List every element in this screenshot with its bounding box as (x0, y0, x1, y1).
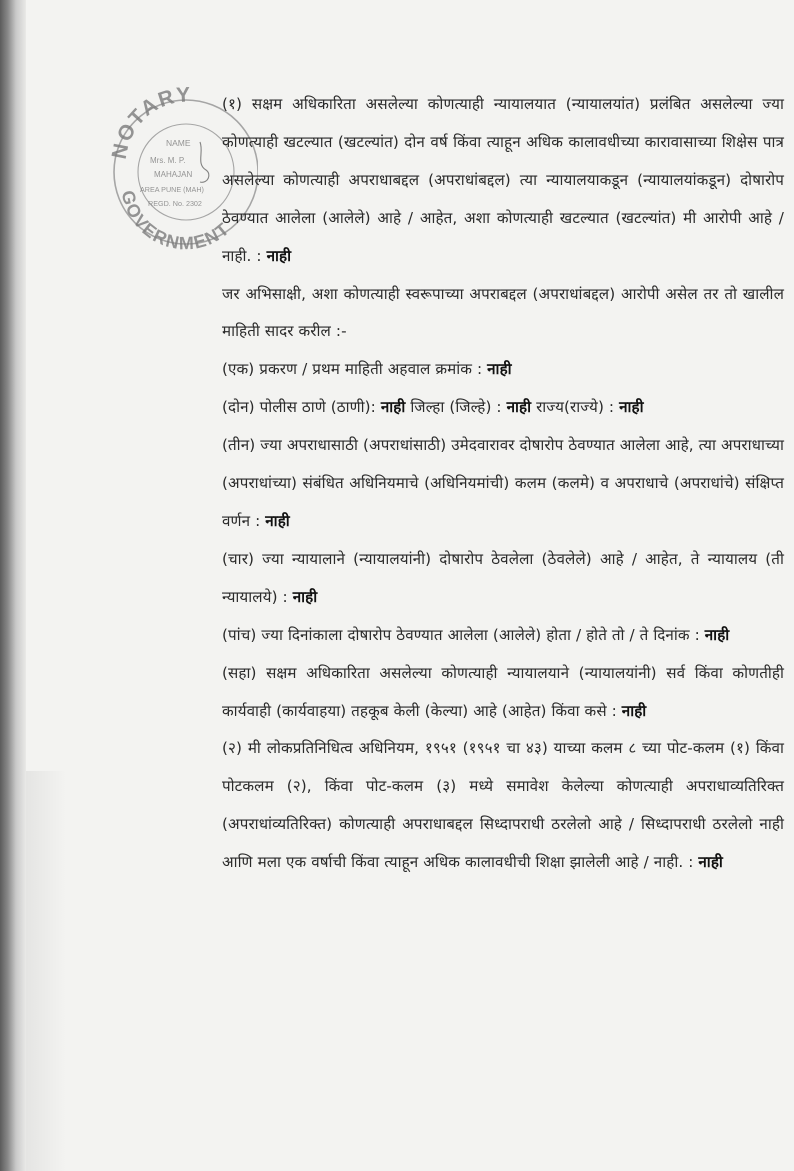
answer-don-police: नाही (380, 398, 406, 417)
scan-edge-shadow (0, 0, 26, 1171)
answer-ek: नाही (487, 360, 512, 379)
stamp-line-3: MAHAJAN (154, 170, 193, 179)
section-2: (२) मी लोकप्रतिनिधित्व अधिनियम, १९५१ (१९५१ चा ४३) याच्या कलम ८ च्या पोट-कलम (१) किंवा पोटकलम (२), किंवा पोट-कलम (३) मध्ये समावेश केलेल्या कोणत्याही अपराधाव्यतिरिक्त (अपराधांव्यतिरिक्त) कोणत्याही अपराधाबद्दल सिध्दापराधी ठरलेलो आहे / सिध्दापराधी ठरलेलो नाही आणि मला एक वर्षाची किंवा त्याहून अधिक कालावधीची शिक्षा झालेली आहे / नाही. : नाही (222, 739, 784, 872)
item-paach: (पांच) ज्या दिनांकाला दोषारोप ठेवण्यात आलेला (आलेले) होता / होते तो / ते दिनांक : नाही (222, 625, 730, 644)
answer-teen: नाही (265, 511, 290, 530)
stamp-bottom-text: GOVERNMENT (117, 188, 234, 254)
section-1-conditional: जर अभिसाक्षी, अशा कोणत्याही स्वरूपाच्या अपराबद्दल (अपराधांबद्दल) आरोपी असेल तर तो खालील माहिती सादर करील :- (222, 284, 784, 341)
answer-don-district: नाही (506, 398, 532, 417)
document-body (222, 86, 784, 882)
answer-saha: नाही (621, 701, 647, 720)
item-don: (दोन) पोलीस ठाणे (ठाणी): नाही जिल्हा (जिल्हे) : नाही राज्य(राज्ये) : नाही (222, 398, 644, 417)
stamp-top-text: NOTARY (108, 83, 193, 161)
answer-don-state: नाही (619, 398, 644, 417)
answer-section-2: नाही (698, 853, 723, 872)
stamp-line-4: AREA PUNE (MAH) (140, 185, 204, 194)
stamp-signature (200, 142, 209, 182)
item-teen: (तीन) ज्या अपराधासाठी (अपराधांसाठी) उमेदवारावर दोषारोप ठेवण्यात आलेला आहे, त्या अपराधाच्या (अपराधांच्या) संबंधित अधिनियमाचे (अधिनियमांची) कलम (कलमे) व अपराधाचे (अपराधांचे) संक्षिप्त वर्णन : नाही (222, 436, 784, 530)
section-1-intro: (१) सक्षम अधिकारिता असलेल्या कोणत्याही न्यायालयात (न्यायालयांत) प्रलंबित असलेल्या ज्या कोणत्याही खटल्यात (खटल्यांत) दोन वर्ष किंवा त्याहून अधिक कालावधीच्या कारावासाच्या शिक्षेस पात्र असलेल्या कोणत्याही अपराधाबद्दल (अपराधांबद्दल) त्या न्यायालयाकडून (न्यायालयांकडून) दोषारोप ठेवण्यात आलेला (आलेले) आहे / आहेत, अशा कोणत्याही खटल्यात (खटल्यांत) मी आरोपी आहे / नाही. : नाही (222, 95, 784, 265)
answer-char: नाही (292, 587, 318, 606)
answer-intro: नाही (266, 246, 292, 265)
stamp-line-1: NAME (166, 138, 191, 148)
item-char: (चार) ज्या न्यायालाने (न्यायालयांनी) दोषारोप ठेवलेला (ठेवलेले) आहे / आहेत, ते न्यायालय (ती न्यायालये) : नाही (222, 549, 784, 606)
item-saha: (सहा) सक्षम अधिकारिता असलेल्या कोणत्याही न्यायालयाने (न्यायालयांनी) सर्व किंवा कोणतीही कार्यवाही (कार्यवाहया) तहकूब केली (केल्या) आहे (आहेत) किंवा कसे : नाही (222, 663, 784, 720)
answer-paach: नाही (704, 625, 730, 644)
item-ek: (एक) प्रकरण / प्रथम माहिती अहवाल क्रमांक : नाही (222, 360, 512, 379)
stamp-line-2: Mrs. M. P. (150, 156, 186, 165)
scan-edge-shadow-lower (26, 771, 66, 1171)
stamp-line-5: REGD. No. 2302 (148, 199, 202, 208)
